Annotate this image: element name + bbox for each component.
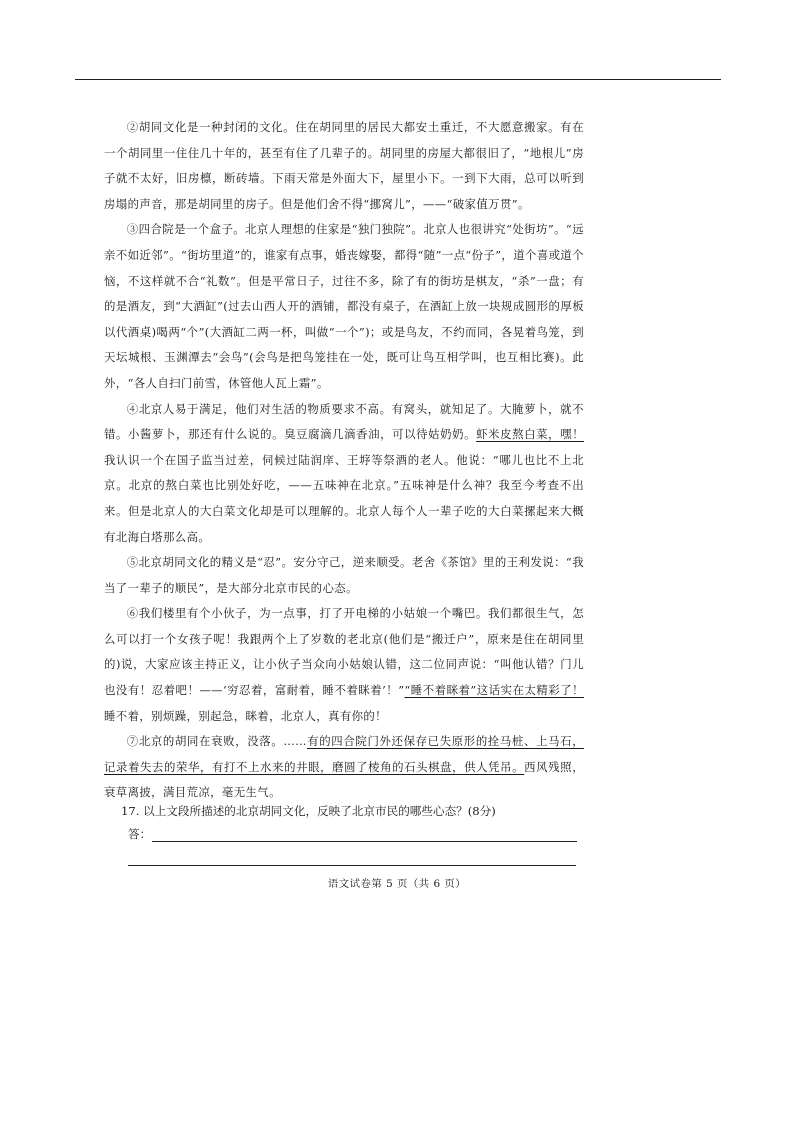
underlined-sentence: 有的四合院门外还保存已失原形的拴马桩、上马石，记录着失去的荣华，有打不上水来的井眼，磨圆了棱角的石头棋盘，供人凭吊。 (104, 734, 584, 774)
paragraph-text: 睡不着，别烦躁，别起急，眯着，北京人，真有你的！ (104, 708, 387, 723)
paragraph-text: 我认识一个在国子监当过差，伺候过陆润庠、王垿等祭酒的老人。他说：“哪儿也比不上北京。北京的熬白菜也比别处好吃，——五味神在北京。”五味神是什么神？我至今考查不出来。但是北京人的大白菜文化却是可以理解的。北京人每个人一辈子吃的大白菜摞起来大概有北海白塔那么高。 (104, 452, 584, 544)
answer-line[interactable] (152, 841, 577, 842)
paragraph-p3 (104, 217, 584, 396)
paragraph-text: ④北京人易于满足，他们对生活的物质要求不高。有窝头，就知足了。大腌萝卜，就不错。小酱萝卜，那还有什么说的。臭豆腐滴几滴香油，可以待姑奶奶。 (104, 401, 584, 442)
paragraph-p5 (104, 550, 584, 601)
paragraph-p4 (104, 397, 584, 551)
paragraph-p7 (104, 729, 584, 806)
question-number: 17. (121, 804, 140, 818)
paragraph-p6 (104, 601, 584, 729)
page-footer: 语文试卷第 5 页（共 6 页） (327, 878, 467, 890)
question-text: 以上文段所描述的北京胡同文化，反映了北京市民的哪些心态？(8分) (143, 804, 496, 818)
paragraph-text: ⑤北京胡同文化的精义是“忍”。安分守己，逆来顺受。老舍《茶馆》里的王利发说：“我当了一辈子的顺民”，是大部分北京市民的心态。 (104, 555, 584, 595)
underlined-sentence: 虾米皮熬白菜，嘿！ (476, 427, 584, 442)
paragraph-text: ⑦北京的胡同在衰败，没落。…… (126, 734, 307, 749)
paragraph-text: ③四合院是一个盒子。北京人理想的住家是“独门独院”。北京人也很讲究“处街坊”。“远亲不如近邻”。“街坊里道”的，谁家有点事，婚丧嫁娶，都得“随”一点“份子”，道个喜或道个恼，不这样就不合“礼数”。但是平常日子，过往不多，除了有的街坊是棋友，“杀”一盘；有的是酒友，到“大酒缸”(过去山西人开的酒铺，都没有桌子，在酒缸上放一块规成圆形的厚板以代酒桌)喝两“个”(大酒缸二两一杯，叫做“一个”)；或是鸟友，不约而同，各晃着鸟笼，到天坛城根、玉渊潭去“会鸟”(会鸟是把鸟笼挂在一处，既可让鸟互相学叫，也互相比赛)。此外，“各人自扫门前雪，休管他人瓦上霜”。 (104, 222, 584, 390)
underlined-sentence: “睡不着眯着”这话实在太精彩了！ (404, 683, 584, 698)
answer-label: 答： (128, 827, 152, 841)
paragraph-text: ②胡同文化是一种封闭的文化。住在胡同里的居民大都安土重迁，不大愿意搬家。有在一个胡同里一住住几十年的，甚至有住了几辈子的。胡同里的房屋大都很旧了，“地根儿”房子就不太好，旧房檩，断砖墙。下雨天常是外面大下，屋里小下。一到下大雨，总可以听到房塌的声音，那是胡同里的房子。但是他们舍不得“挪窝儿”，——“破家值万贯”。 (104, 120, 584, 211)
header-rule (75, 79, 721, 80)
question-17 (121, 801, 581, 821)
paragraph-text: ⑥我们楼里有个小伙子，为一点事，打了开电梯的小姑娘一个嘴巴。我们都很生气，怎么可以打一个女孩子呢！我跟两个上了岁数的老北京(他们是“搬迁户”，原来是住在胡同里的)说，大家应该主持正义，让小伙子当众向小姑娘认错，这二位同声说：“叫他认错？门儿也没有！忍着吧！——‘穷忍着，富耐着，睡不着眯着’！” (104, 606, 584, 698)
paragraph-p2 (104, 115, 584, 217)
paragraph-text: 西风残照，衰草离披，满目荒凉，毫无生气。 (104, 759, 584, 800)
reading-passage (104, 115, 584, 806)
answer-line[interactable] (128, 865, 576, 866)
